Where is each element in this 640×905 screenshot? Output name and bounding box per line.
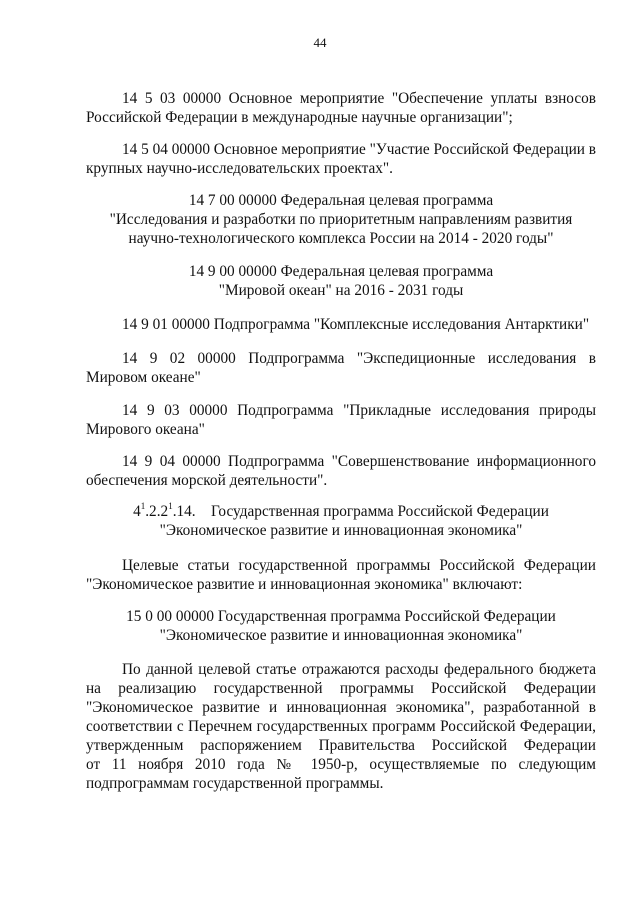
code-entry-14-9-03 bbox=[86, 401, 596, 439]
section-number: $4^1.2.2^1.14$. bbox=[133, 500, 196, 520]
section-title: Государственная программа Российской Федерации bbox=[210, 503, 549, 520]
text-line: "Экономическое развитие и инновационная экономика", разработанной в bbox=[86, 699, 596, 716]
section-heading bbox=[86, 502, 596, 540]
text-line: 14 9 03 00000 Подпрограмма "Прикладные исследования природы bbox=[122, 402, 596, 419]
text-line: "Экономическое развитие и инновационная экономика" включают: bbox=[86, 576, 523, 593]
code-entry-14-5-03 bbox=[86, 89, 596, 127]
text-line: соответствии с Перечнем государственных программ Российской Федерации, bbox=[86, 718, 596, 735]
text-line: крупных научно-исследовательских проектах". bbox=[86, 160, 393, 177]
text-line: 14 9 01 00000 Подпрограмма "Комплексные исследования Антарктики" bbox=[122, 316, 590, 333]
description-paragraph bbox=[86, 660, 596, 793]
text-line: 14 5 04 00000 Основное мероприятие "Участие Российской Федерации в bbox=[122, 141, 596, 158]
text-line: Целевые статьи государственной программы Российской Федерации bbox=[122, 557, 596, 574]
text-line: научно-технологического комплекса России на 2014 - 2020 годы" bbox=[128, 230, 554, 247]
code-entry-15-0-00 bbox=[86, 607, 596, 645]
code-entry-14-7-00 bbox=[86, 191, 596, 248]
text-line: "Исследования и разработки по приоритетным направлениям развития bbox=[109, 211, 573, 228]
text-line: По данной целевой статье отражаются расходы федерального бюджета bbox=[122, 661, 596, 678]
text-line: "Экономическое развитие и инновационная экономика" bbox=[159, 627, 523, 644]
text-line: 14 9 02 00000 Подпрограмма "Экспедиционные исследования в bbox=[122, 350, 596, 367]
code-entry-14-9-01 bbox=[86, 315, 596, 334]
code-entry-14-9-02 bbox=[86, 349, 596, 387]
text-line: 14 5 03 00000 Основное мероприятие "Обеспечение уплаты взносов bbox=[122, 90, 596, 107]
code-entry-14-9-00 bbox=[86, 262, 596, 300]
text-line: обеспечения морской деятельности". bbox=[86, 472, 328, 489]
text-line: подпрограммам государственной программы. bbox=[86, 775, 384, 792]
page-number: 44 bbox=[313, 35, 327, 50]
text-line: от 11 ноября 2010 года № 1950-р, осуществляемые по следующим bbox=[86, 756, 596, 773]
section-heading-line bbox=[86, 502, 596, 521]
text-line: "Экономическое развитие и инновационная экономика" bbox=[159, 522, 523, 539]
code-entry-14-9-04 bbox=[86, 452, 596, 490]
text-line: 14 7 00 00000 Федеральная целевая программа bbox=[188, 192, 494, 209]
text-line: Мирового океана" bbox=[86, 421, 205, 438]
text-line: 14 9 04 00000 Подпрограмма "Совершенствование информационного bbox=[122, 453, 596, 470]
code-entry-14-5-04 bbox=[86, 140, 596, 178]
text-line: Российской Федерации в международные научные организации"; bbox=[86, 109, 513, 126]
text-line: Мировом океане" bbox=[86, 369, 201, 386]
text-line: утвержденным распоряжением Правительства Российской Федерации bbox=[86, 737, 596, 754]
text-line: "Мировой океан" на 2016 - 2031 годы bbox=[218, 282, 464, 299]
text-line: 15 0 00 00000 Государственная программа Российской Федерации bbox=[126, 608, 556, 625]
text-line: 14 9 00 00000 Федеральная целевая программа bbox=[188, 263, 494, 280]
target-articles-intro bbox=[86, 556, 596, 594]
text-line: на реализацию государственной программы Российской Федерации bbox=[86, 680, 596, 697]
